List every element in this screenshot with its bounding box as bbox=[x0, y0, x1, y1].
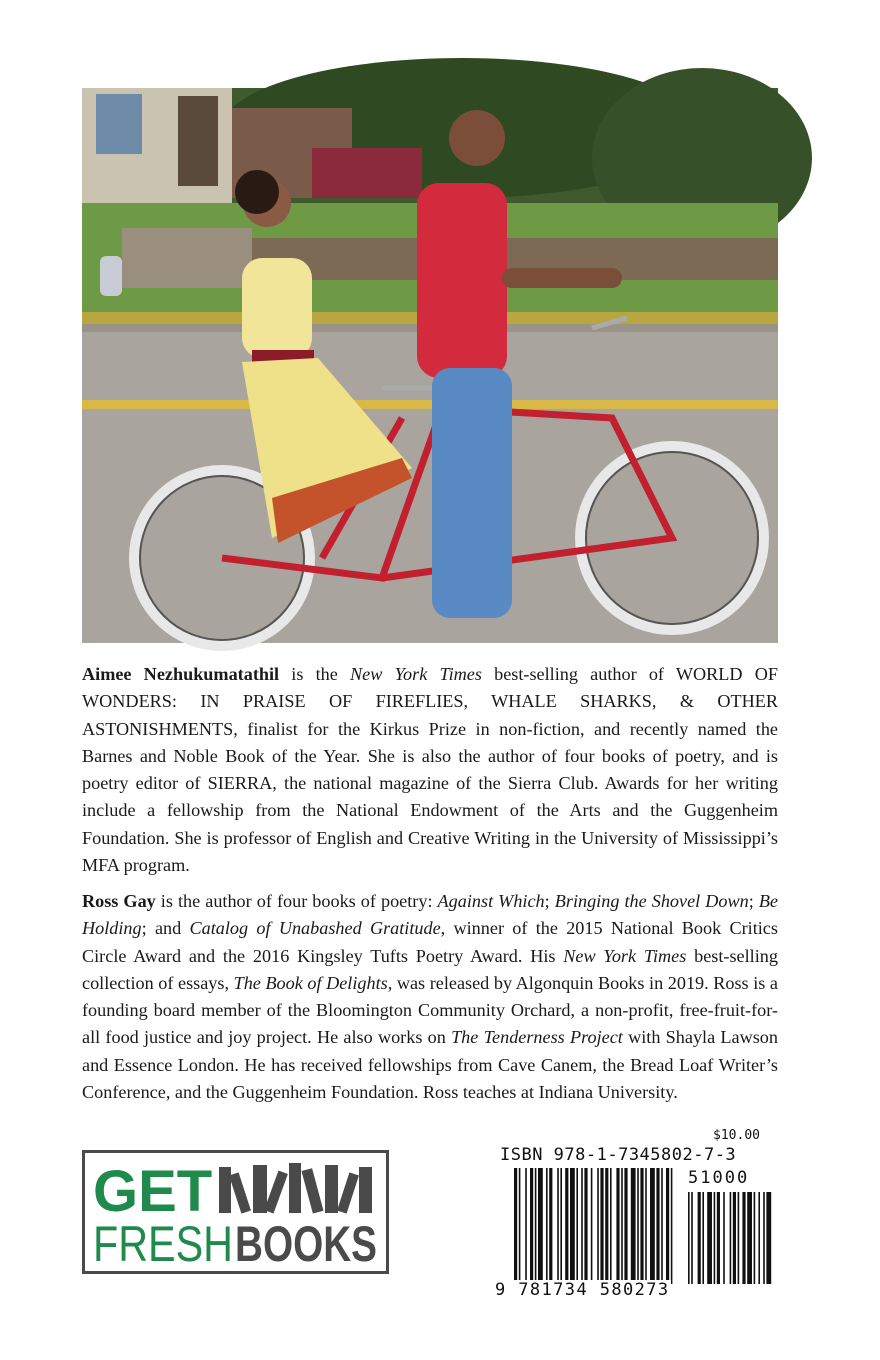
bio-text: , was released by Algonquin Books in 2019. Ross is a founding board member of the Bloomington Community Orchard, a non-profit, free-fruit-for-all food justice and joy project. He also works on bbox=[82, 972, 778, 1048]
barcode-bar bbox=[570, 1168, 575, 1284]
barcode-bar bbox=[616, 1168, 619, 1284]
barcode-bar bbox=[645, 1168, 647, 1284]
barcode-bar bbox=[576, 1168, 578, 1284]
addon-bar bbox=[758, 1192, 760, 1284]
bio-italic: New York Times bbox=[350, 664, 482, 684]
addon-bar bbox=[717, 1192, 720, 1284]
barcode-bar bbox=[621, 1168, 623, 1284]
book-title: Be Holding bbox=[82, 891, 778, 939]
addon-bar bbox=[714, 1192, 716, 1284]
addon-bar bbox=[738, 1192, 740, 1284]
author-bio-ross bbox=[82, 888, 778, 1106]
bio-text: with Shayla Lawson and Essence London. He has received fellowships from Cave Canem, the Bread Loaf Writer’s Conference, and the Guggenheim Foundation. Ross teaches at Indiana University. bbox=[82, 1027, 778, 1103]
publisher-logo bbox=[82, 1150, 389, 1274]
logo-books: BOOKS bbox=[235, 1216, 377, 1272]
barcode-bar bbox=[557, 1168, 559, 1284]
author-name-ross: Ross Gay bbox=[82, 891, 156, 911]
author-bio-aimee bbox=[82, 661, 778, 879]
price-label: $10.00 bbox=[713, 1128, 760, 1143]
book-title: Against Which bbox=[437, 891, 545, 911]
tandem-bicycle-photo bbox=[82, 88, 778, 643]
isbn-text: ISBN 978-1-7345802-7-3 bbox=[500, 1145, 737, 1165]
addon-bar bbox=[702, 1192, 704, 1284]
barcode-bar bbox=[666, 1168, 669, 1284]
logo-get: GET bbox=[93, 1159, 213, 1224]
addon-bar bbox=[754, 1192, 756, 1284]
ean-digits: 9 781734 580273 bbox=[495, 1280, 670, 1300]
get-fresh-books-logo bbox=[85, 1153, 386, 1271]
barcode-bar bbox=[591, 1168, 593, 1284]
bio-text: ; bbox=[544, 891, 555, 911]
barcode-bar bbox=[650, 1168, 655, 1284]
cover-photo bbox=[82, 88, 778, 643]
barcode-bar bbox=[631, 1168, 636, 1284]
isbn-barcode bbox=[492, 1128, 778, 1306]
barcode-bar bbox=[530, 1168, 533, 1284]
barcode-bar bbox=[637, 1168, 639, 1284]
addon-bar bbox=[747, 1192, 752, 1284]
bio-text: ; and bbox=[141, 918, 190, 939]
book-title: Bringing the Shovel Down bbox=[554, 891, 749, 911]
bio-text: , winner of the 2015 National Book Critics Circle Award and the 2016 Kingsley Tufts Poetry Award. His bbox=[82, 918, 778, 966]
barcode-bar bbox=[597, 1168, 599, 1284]
bio-italic: New York Times bbox=[563, 945, 687, 966]
addon-bar bbox=[763, 1192, 765, 1284]
addon-digits: 51000 bbox=[688, 1168, 750, 1188]
addon-bar bbox=[730, 1192, 732, 1284]
barcode-bar bbox=[584, 1168, 587, 1284]
addon-bar bbox=[723, 1192, 725, 1284]
addon-bar bbox=[766, 1192, 771, 1284]
barcode-bar bbox=[525, 1168, 527, 1284]
author-name-aimee: Aimee Nezhukumatathil bbox=[82, 664, 280, 684]
barcode-bar bbox=[565, 1168, 568, 1284]
addon-bar bbox=[707, 1192, 712, 1284]
barcode-bar bbox=[624, 1168, 627, 1284]
bio-text: is the author of four books of poetry: bbox=[155, 891, 438, 911]
barcode-bar bbox=[535, 1168, 537, 1284]
addon-bar bbox=[688, 1192, 690, 1284]
barcode-bar bbox=[538, 1168, 543, 1284]
addon-bar bbox=[742, 1192, 745, 1284]
logo-fresh: FRESH bbox=[93, 1216, 233, 1272]
project-title: The Tenderness Project bbox=[451, 1027, 623, 1048]
barcode-bar bbox=[519, 1168, 521, 1284]
barcode-bar bbox=[671, 1168, 673, 1284]
barcode-bar bbox=[581, 1168, 583, 1284]
book-title: Catalog of Unabashed Gratitude bbox=[189, 918, 441, 939]
barcode-bar bbox=[656, 1168, 659, 1284]
barcode-bar bbox=[549, 1168, 552, 1284]
barcode-bar bbox=[661, 1168, 663, 1284]
barcode-bar bbox=[546, 1168, 548, 1284]
barcode-bar bbox=[610, 1168, 612, 1284]
book-title: The Book of Delights bbox=[233, 972, 388, 993]
barcode-bar bbox=[514, 1168, 517, 1284]
bio-text: is the bbox=[279, 664, 351, 684]
barcode-bar bbox=[600, 1168, 603, 1284]
addon-bar bbox=[691, 1192, 693, 1284]
bio-text: best-selling author of WORLD OF WONDERS: IN PRAISE OF FIREFLIES, WHALE SHARKS, & OTHER ASTONISHMENTS, finalist for the Kirkus Prize in non-fiction, and recently named the Barnes and Noble Book of the Year. She is also the author of four books of poetry, and is poetry editor of SIERRA, the national magazine of the Sierra Club. Awards for her writing include a fellowship from the National Endowment of the Arts and the Guggenheim Foundation. She is professor of English and Creative Writing in the University of Mississippi’s MFA program. bbox=[82, 664, 778, 876]
barcode-bar bbox=[605, 1168, 608, 1284]
addon-bar bbox=[733, 1192, 736, 1284]
bio-text: best-selling collection of essays, bbox=[82, 945, 778, 993]
bio-text: ; bbox=[748, 891, 759, 911]
addon-bar bbox=[698, 1192, 701, 1284]
barcode-bar bbox=[640, 1168, 643, 1284]
barcode-bar bbox=[560, 1168, 562, 1284]
